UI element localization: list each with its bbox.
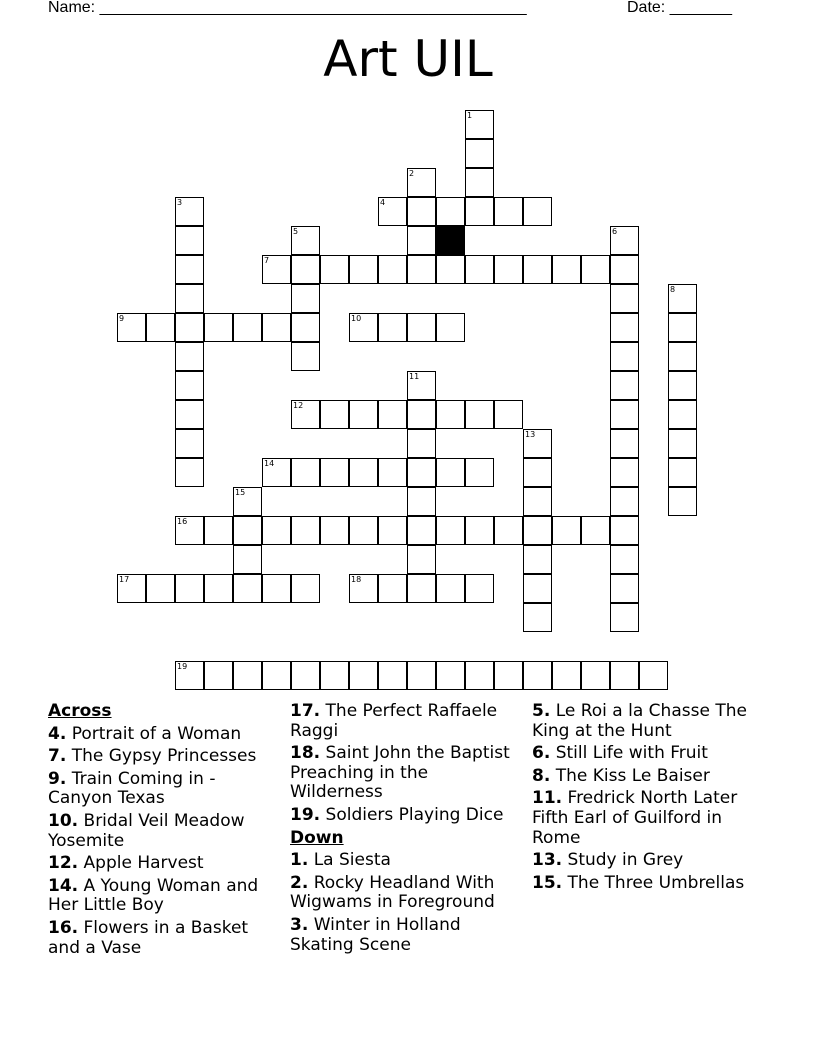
grid-cell[interactable] [349,661,378,690]
grid-cell[interactable] [610,574,639,603]
clue-number: 14 [264,459,275,468]
down-clue [290,874,518,913]
grid-cell[interactable] [407,197,436,226]
clue-number: 18 [351,575,362,584]
grid-cell[interactable] [175,284,204,313]
clue-number: 5 [293,227,299,236]
grid-cell[interactable] [349,313,378,342]
grid-cell[interactable] [378,197,407,226]
grid-cell[interactable] [291,342,320,371]
grid-cell[interactable] [610,545,639,574]
date-line[interactable]: _______ [669,0,732,16]
grid-cell[interactable] [262,458,291,487]
down-clue [532,789,760,848]
grid-cell[interactable] [175,313,204,342]
grid-cell[interactable] [523,458,552,487]
clue-num: 18. [290,743,321,764]
grid-cell[interactable] [610,255,639,284]
grid-cell[interactable] [610,342,639,371]
clue-number: 16 [177,517,188,526]
clue-number: 6 [612,227,618,236]
clue-column-1 [48,702,276,961]
grid-cell[interactable] [668,400,697,429]
clue-column-2 [290,702,518,958]
grid-cell[interactable] [610,284,639,313]
grid-cell[interactable] [465,197,494,226]
grid-cell[interactable] [262,313,291,342]
clue-num: 6. [532,743,551,764]
grid-cell[interactable] [436,197,465,226]
grid-cell[interactable] [291,255,320,284]
clue-num: 7. [48,746,67,767]
grid-cell[interactable] [436,400,465,429]
grid-cell[interactable] [262,516,291,545]
grid-cell[interactable] [233,545,262,574]
grid-cell[interactable] [291,313,320,342]
grid-cell[interactable] [175,661,204,690]
grid-cell[interactable] [523,429,552,458]
grid-cell[interactable] [668,284,697,313]
grid-cell[interactable] [668,371,697,400]
grid-cell[interactable] [175,429,204,458]
clue-text: The Three Umbrellas [562,872,745,893]
grid-cell[interactable] [262,661,291,690]
grid-cell[interactable] [320,516,349,545]
grid-cell[interactable] [581,661,610,690]
clue-text: La Siesta [308,850,391,871]
grid-cell[interactable] [320,400,349,429]
grid-cell[interactable] [436,255,465,284]
grid-cell[interactable] [204,574,233,603]
clue-num: 15. [532,872,563,893]
grid-cell[interactable] [523,661,552,690]
clue-text: Train Coming in - Canyon Texas [48,768,216,809]
grid-cell[interactable] [117,574,146,603]
grid-cell[interactable] [175,226,204,255]
grid-cell[interactable] [262,255,291,284]
clue-text: Study in Grey [562,850,684,871]
clue-text: Bridal Veil Meadow Yosemite [48,810,245,851]
grid-cell[interactable] [465,110,494,139]
grid-cell[interactable] [436,661,465,690]
clue-num: 12. [48,853,79,874]
grid-cell[interactable] [378,516,407,545]
grid-cell[interactable] [349,458,378,487]
grid-cell[interactable] [523,574,552,603]
clue-num: 10. [48,810,79,831]
grid-cell[interactable] [349,516,378,545]
across-clue [48,854,276,874]
grid-cell[interactable] [465,400,494,429]
grid-cell[interactable] [552,516,581,545]
grid-cell[interactable] [378,313,407,342]
clue-text: Le Roi a la Chasse The King at the Hunt [532,701,747,741]
grid-cell[interactable] [610,516,639,545]
clue-number: 15 [235,488,246,497]
black-cell [436,226,465,255]
clue-text: Flowers in a Basket and a Vase [48,917,249,958]
grid-cell[interactable] [610,400,639,429]
grid-cell[interactable] [407,574,436,603]
grid-cell[interactable] [262,574,291,603]
clue-num: 11. [532,788,563,809]
grid-cell[interactable] [175,342,204,371]
across-clue [48,812,276,851]
grid-cell[interactable] [465,574,494,603]
grid-cell[interactable] [407,661,436,690]
grid-cell[interactable] [378,255,407,284]
grid-cell[interactable] [494,516,523,545]
clue-number: 12 [293,401,304,410]
grid-cell[interactable] [291,226,320,255]
grid-cell[interactable] [291,516,320,545]
grid-cell[interactable] [204,313,233,342]
clue-text: Soldiers Playing Dice [320,804,504,825]
clue-number: 7 [264,256,270,265]
grid-cell[interactable] [378,661,407,690]
grid-cell[interactable] [349,400,378,429]
clue-column-3 [532,702,760,896]
clue-text: Apple Harvest [78,853,204,874]
clue-num: 5. [532,701,551,721]
grid-cell[interactable] [465,661,494,690]
clue-num: 17. [290,701,321,721]
across-clue [290,702,518,741]
grid-cell[interactable] [668,458,697,487]
grid-cell[interactable] [581,516,610,545]
grid-cell[interactable] [639,661,668,690]
grid-cell[interactable] [436,574,465,603]
clue-number: 9 [119,314,125,323]
down-clue [290,851,518,871]
down-clue [532,767,760,787]
grid-cell[interactable] [349,255,378,284]
across-clue [48,919,276,958]
grid-cell[interactable] [407,458,436,487]
grid-cell[interactable] [494,255,523,284]
grid-cell[interactable] [175,255,204,284]
grid-cell[interactable] [610,429,639,458]
grid-cell[interactable] [175,371,204,400]
grid-cell[interactable] [494,661,523,690]
grid-cell[interactable] [668,313,697,342]
clue-num: 16. [48,917,79,938]
grid-cell[interactable] [291,574,320,603]
clue-num: 3. [290,914,309,935]
name-line[interactable]: ________________________________________________ [99,0,527,16]
grid-cell[interactable] [610,313,639,342]
grid-cell[interactable] [175,516,204,545]
grid-cell[interactable] [523,603,552,632]
grid-cell[interactable] [320,661,349,690]
grid-cell[interactable] [175,574,204,603]
grid-cell[interactable] [610,458,639,487]
clue-number: 2 [409,169,415,178]
down-clue [290,916,518,955]
grid-cell[interactable] [175,458,204,487]
clue-number: 4 [380,198,386,207]
across-clue [48,725,276,745]
grid-cell[interactable] [407,400,436,429]
grid-cell[interactable] [523,487,552,516]
grid-cell[interactable] [465,168,494,197]
grid-cell[interactable] [494,400,523,429]
across-clue [48,877,276,916]
grid-cell[interactable] [552,661,581,690]
grid-cell[interactable] [146,313,175,342]
grid-cell[interactable] [291,284,320,313]
grid-cell[interactable] [523,197,552,226]
grid-cell[interactable] [668,429,697,458]
clue-num: 14. [48,875,79,896]
clue-number: 8 [670,285,676,294]
clue-number: 3 [177,198,183,207]
grid-cell[interactable] [668,487,697,516]
across-clue [290,744,518,803]
clue-num: 19. [290,804,321,825]
clue-text: Rocky Headland With Wigwams in Foreground [290,872,495,913]
grid-cell[interactable] [407,545,436,574]
down-clue [532,851,760,871]
down-clue [532,702,760,741]
clue-text: The Perfect Raffaele Raggi [290,701,498,741]
clue-text: The Gypsy Princesses [66,746,257,767]
clue-text: Still Life with Fruit [550,743,708,764]
across-clue [290,806,518,826]
grid-cell[interactable] [523,255,552,284]
clue-num: 2. [290,872,309,893]
grid-cell[interactable] [233,487,262,516]
grid-cell[interactable] [610,661,639,690]
grid-cell[interactable] [233,661,262,690]
clue-number: 10 [351,314,362,323]
grid-cell[interactable] [465,516,494,545]
grid-cell[interactable] [407,168,436,197]
grid-cell[interactable] [465,458,494,487]
grid-cell[interactable] [117,313,146,342]
grid-cell[interactable] [523,545,552,574]
grid-cell[interactable] [378,458,407,487]
across-clue [48,747,276,767]
grid-cell[interactable] [291,458,320,487]
across-clue [48,770,276,809]
grid-cell[interactable] [378,574,407,603]
grid-cell[interactable] [175,400,204,429]
grid-cell[interactable] [407,516,436,545]
grid-cell[interactable] [233,574,262,603]
clue-num: 9. [48,768,67,789]
across-heading: Across [48,701,112,721]
clue-number: 13 [525,430,536,439]
grid-cell[interactable] [436,516,465,545]
clue-text: Fredrick North Later Fifth Earl of Guilford in Rome [532,788,738,848]
grid-cell[interactable] [465,255,494,284]
grid-cell[interactable] [175,197,204,226]
grid-cell[interactable] [407,371,436,400]
grid-cell[interactable] [146,574,175,603]
clue-num: 8. [532,765,551,786]
clue-num: 13. [532,850,563,871]
clue-number: 1 [467,111,473,120]
clue-text: Saint John the Baptist Preaching in the Wilderness [290,743,510,803]
grid-cell[interactable] [233,516,262,545]
puzzle-title: Art UIL [323,30,493,88]
grid-cell[interactable] [233,313,262,342]
clue-num: 4. [48,723,67,744]
name-label-text: Name: [48,0,100,16]
grid-cell[interactable] [407,429,436,458]
grid-cell[interactable] [204,516,233,545]
grid-cell[interactable] [320,255,349,284]
grid-cell[interactable] [668,342,697,371]
grid-cell[interactable] [610,371,639,400]
grid-cell[interactable] [320,458,349,487]
grid-cell[interactable] [581,255,610,284]
date-label-text: Date: [627,0,670,16]
grid-cell[interactable] [407,226,436,255]
down-heading: Down [290,827,344,848]
clue-text: Winter in Holland Skating Scene [290,914,461,955]
clue-number: 11 [409,372,420,381]
grid-cell[interactable] [407,313,436,342]
grid-cell[interactable] [523,516,552,545]
grid-cell[interactable] [494,197,523,226]
clue-text: A Young Woman and Her Little Boy [48,875,259,916]
grid-cell[interactable] [610,226,639,255]
clue-text: The Kiss Le Baiser [550,765,710,786]
grid-cell[interactable] [552,255,581,284]
grid-cell[interactable] [610,603,639,632]
clue-number: 17 [119,575,130,584]
clue-number: 19 [177,662,188,671]
grid-cell[interactable] [407,255,436,284]
down-clue [532,874,760,894]
grid-cell[interactable] [291,400,320,429]
grid-cell[interactable] [436,458,465,487]
clue-num: 1. [290,850,309,871]
grid-cell[interactable] [204,661,233,690]
grid-cell[interactable] [610,487,639,516]
grid-cell[interactable] [378,400,407,429]
grid-cell[interactable] [465,139,494,168]
clue-text: Portrait of a Woman [66,723,242,744]
grid-cell[interactable] [291,661,320,690]
grid-cell[interactable] [407,487,436,516]
grid-cell[interactable] [349,574,378,603]
down-clue [532,744,760,764]
grid-cell[interactable] [436,313,465,342]
